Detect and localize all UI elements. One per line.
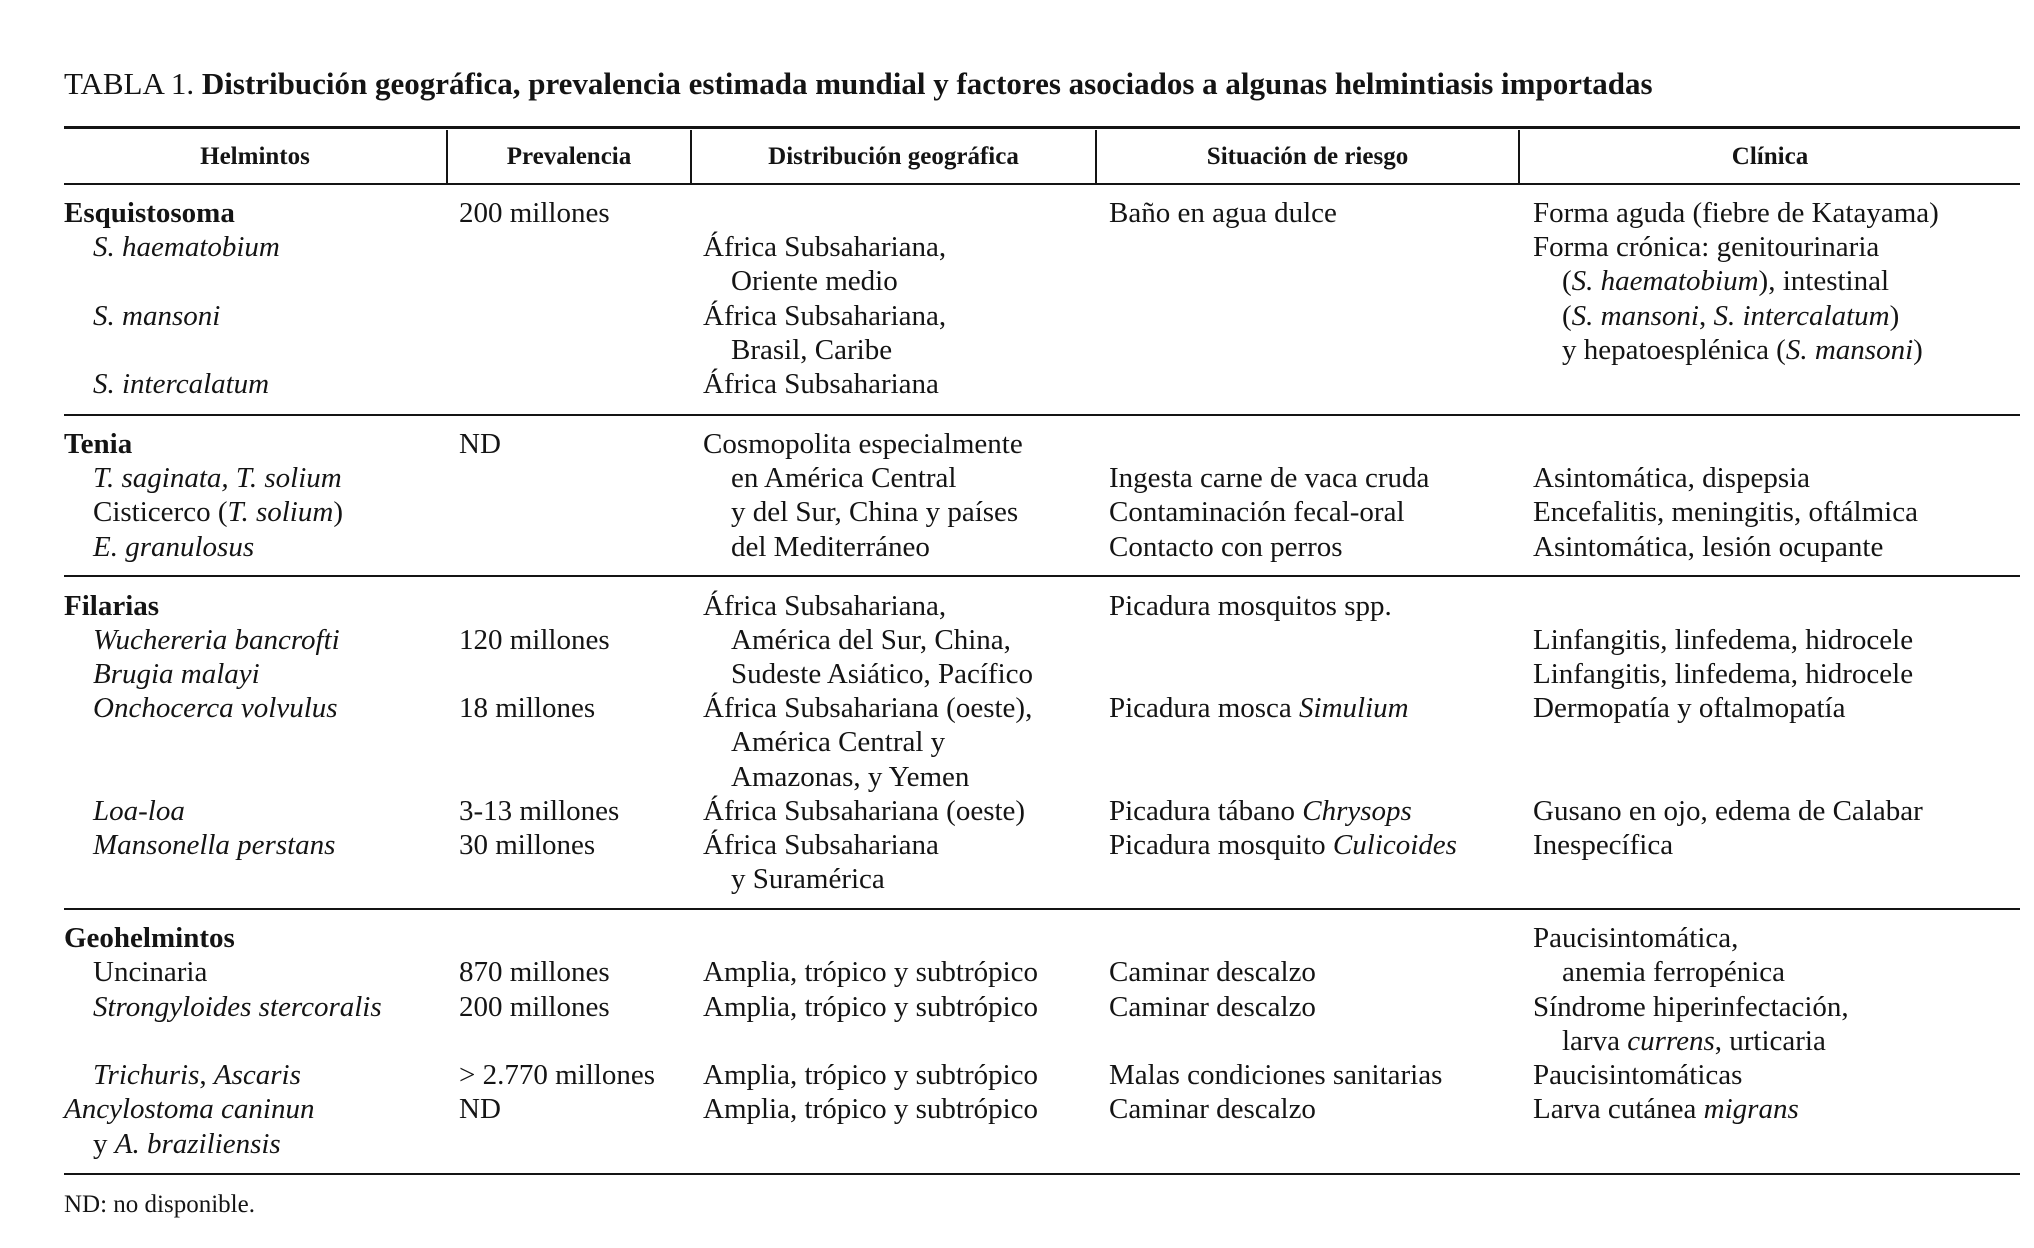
clin-uncinaria-1: Paucisintomática, — [1533, 922, 1739, 954]
row-divider-tenia — [64, 575, 2020, 577]
clin-esq-5c: ) — [1913, 334, 1923, 366]
species-wuchereria: Wuchereria bancrofti — [93, 624, 340, 656]
header-distribucion: Distribución geográfica — [768, 143, 1019, 170]
clin-strongyloides-2 — [1562, 1024, 1826, 1058]
table-title — [64, 66, 1653, 102]
clin-uncinaria-2: anemia ferropénica — [1562, 956, 1785, 988]
dist-filarias-2: América del Sur, China, — [731, 624, 1011, 656]
clin-onchocerca: Dermopatía y oftalmopatía — [1533, 692, 1846, 724]
clin-wuchereria: Linfangitis, linfedema, hidrocele — [1533, 624, 1914, 656]
row-divider-esquistosoma — [64, 414, 2020, 416]
row-divider-filarias — [64, 908, 2020, 910]
header-clinica: Clínica — [1731, 143, 1809, 170]
clin-loa: Gusano en ojo, edema de Calabar — [1533, 795, 1923, 827]
dist-onchocerca-1: África Subsahariana (oeste), — [703, 692, 1033, 724]
dist-tenia-1: Cosmopolita especialmente — [703, 428, 1023, 460]
riesgo-loa-b: Chrysops — [1302, 795, 1412, 827]
prev-loa: 3-13 millones — [459, 795, 620, 827]
header-prevalencia: Prevalencia — [506, 143, 632, 170]
clin-esq-4e: ) — [1889, 300, 1900, 332]
clin-esquistosoma-2: Forma crónica: genitourinaria — [1533, 231, 1880, 263]
clin-esquistosoma-5 — [1562, 333, 1923, 367]
dist-tenia-2: en América Central — [731, 462, 957, 494]
clin-esq-5b: S. mansoni — [1785, 334, 1914, 366]
dist-loa: África Subsahariana (oeste) — [703, 795, 1026, 827]
clin-tenia-2: Encefalitis, meningitis, oftálmica — [1533, 496, 1918, 528]
dist-filarias-1: África Subsahariana, — [703, 590, 947, 622]
prev-onchocerca: 18 millones — [459, 692, 596, 724]
species-brugia: Brugia malayi — [93, 658, 260, 690]
group-esquistosoma: Esquistosoma — [64, 197, 235, 229]
dist-intercalatum: África Subsahariana — [703, 368, 939, 400]
dist-tenia-4: del Mediterráneo — [731, 531, 930, 563]
prev-ancylostoma: ND — [459, 1093, 501, 1125]
dist-ancylostoma: Amplia, trópico y subtrópico — [703, 1093, 1039, 1125]
clin-esq-4d: S. intercalatum — [1713, 300, 1890, 332]
riesgo-trichuris: Malas condiciones sanitarias — [1109, 1059, 1443, 1091]
group-filarias: Filarias — [64, 590, 160, 622]
species-s-mansoni: S. mansoni — [93, 300, 221, 332]
prev-esquistosoma: 200 millones — [459, 197, 610, 229]
riesgo-mans-b: Culicoides — [1332, 829, 1457, 861]
trichuris-sep: , — [199, 1059, 214, 1091]
cisticerco-c: ) — [333, 496, 343, 528]
species-mansonella: Mansonella perstans — [93, 829, 336, 861]
clin-esquistosoma-3 — [1562, 264, 1889, 298]
clin-esq-4c: , — [1698, 300, 1714, 332]
prev-mansonella: 30 millones — [459, 829, 596, 861]
clin-strong-2c: , urticaria — [1714, 1025, 1826, 1057]
riesgo-loa — [1109, 794, 1412, 828]
dist-strongyloides: Amplia, trópico y subtrópico — [703, 991, 1039, 1023]
dist-tenia-3: y del Sur, China y países — [731, 496, 1019, 528]
clin-mansonella: Inespecífica — [1533, 829, 1674, 861]
riesgo-tenia-1: Ingesta carne de vaca cruda — [1109, 462, 1430, 494]
species-strongyloides: Strongyloides stercoralis — [93, 991, 382, 1023]
prev-tenia: ND — [459, 428, 501, 460]
group-tenia: Tenia — [64, 428, 133, 460]
dist-mansonella-2: y Suramérica — [731, 863, 885, 895]
riesgo-mans-a: Picadura mosquito — [1109, 829, 1333, 861]
riesgo-loa-a: Picadura tábano — [1109, 795, 1303, 827]
riesgo-tenia-2: Contaminación fecal-oral — [1109, 496, 1405, 528]
riesgo-onchocerca — [1109, 691, 1409, 725]
riesgo-filarias: Picadura mosquitos spp. — [1109, 590, 1392, 622]
dist-haematobium-2: Oriente medio — [731, 265, 898, 297]
dist-trichuris: Amplia, trópico y subtrópico — [703, 1059, 1039, 1091]
ascaris: Ascaris — [213, 1059, 301, 1091]
table-title-text: Distribución geográfica, prevalencia estimada mundial y factores asociados a algunas helmintiasis importadas — [201, 66, 1653, 101]
species-loa: Loa-loa — [93, 795, 185, 827]
species-cisticerco — [93, 495, 343, 529]
species-uncinaria: Uncinaria — [93, 956, 208, 988]
riesgo-ancylostoma: Caminar descalzo — [1109, 1093, 1316, 1125]
clin-esq-4b: S. mansoni — [1571, 300, 1699, 332]
clin-esq-3b: S. haematobium — [1571, 265, 1759, 297]
header-helmintos: Helmintos — [200, 143, 310, 170]
clin-esq-5a: y hepatoesplénica ( — [1562, 334, 1786, 366]
clin-esq-3a: ( — [1562, 265, 1572, 297]
species-ancylostoma-2 — [93, 1127, 281, 1161]
species-s-intercalatum: S. intercalatum — [93, 368, 270, 400]
table-footnote: ND: no disponible. — [64, 1191, 255, 1218]
clin-strong-2b: currens — [1627, 1025, 1715, 1057]
ancylostoma-2a: y — [93, 1128, 115, 1160]
clin-trichuris: Paucisintomáticas — [1533, 1059, 1743, 1091]
clin-ancyl-b: migrans — [1703, 1093, 1799, 1125]
table-title-prefix: TABLA 1. — [64, 66, 195, 101]
riesgo-tenia-3: Contacto con perros — [1109, 531, 1343, 563]
ancylostoma-2b: A. braziliensis — [114, 1128, 281, 1160]
cisticerco-b: T. solium — [227, 496, 334, 528]
dist-haematobium-1: África Subsahariana, — [703, 231, 947, 263]
clin-esq-3c: ), intestinal — [1758, 265, 1890, 297]
riesgo-esquistosoma: Baño en agua dulce — [1109, 197, 1337, 229]
riesgo-uncinaria: Caminar descalzo — [1109, 956, 1316, 988]
species-onchocerca: Onchocerca volvulus — [93, 692, 338, 724]
clin-esquistosoma-4 — [1562, 299, 1899, 333]
species-trichuris-ascaris — [93, 1058, 301, 1092]
riesgo-mansonella — [1109, 828, 1457, 862]
dist-onchocerca-2: América Central y — [731, 726, 946, 758]
cisticerco-a: Cisticerco ( — [93, 496, 228, 528]
clin-strong-2a: larva — [1562, 1025, 1628, 1057]
trichuris: Trichuris — [93, 1059, 200, 1091]
table-top-rule — [64, 126, 2020, 129]
riesgo-onch-b: Simulium — [1299, 692, 1409, 724]
clin-ancylostoma — [1533, 1092, 1799, 1126]
clin-tenia-3: Asintomática, lesión ocupante — [1533, 531, 1884, 563]
riesgo-strongyloides: Caminar descalzo — [1109, 991, 1316, 1023]
clin-ancyl-a: Larva cutánea — [1533, 1093, 1704, 1125]
clin-brugia: Linfangitis, linfedema, hidrocele — [1533, 658, 1914, 690]
riesgo-onch-a: Picadura mosca — [1109, 692, 1300, 724]
clin-tenia-1: Asintomática, dispepsia — [1533, 462, 1811, 494]
clin-strongyloides-1: Síndrome hiperinfectación, — [1533, 991, 1849, 1023]
dist-filarias-3: Sudeste Asiático, Pacífico — [731, 658, 1034, 690]
prev-uncinaria: 870 millones — [459, 956, 610, 988]
species-e-granulosus: E. granulosus — [93, 531, 255, 563]
clin-esq-4a: ( — [1562, 300, 1572, 332]
table-bottom-rule — [64, 1173, 2020, 1175]
dist-mansoni-1: África Subsahariana, — [703, 300, 947, 332]
dist-onchocerca-3: Amazonas, y Yemen — [731, 761, 970, 793]
header-riesgo: Situación de riesgo — [1206, 143, 1409, 170]
prev-wuchereria: 120 millones — [459, 624, 610, 656]
clin-esquistosoma-1: Forma aguda (fiebre de Katayama) — [1533, 197, 1939, 229]
prev-trichuris: > 2.770 millones — [459, 1059, 655, 1091]
group-geohelmintos: Geohelmintos — [64, 922, 235, 954]
dist-uncinaria: Amplia, trópico y subtrópico — [703, 956, 1039, 988]
prev-strongyloides: 200 millones — [459, 991, 610, 1023]
dist-mansoni-2: Brasil, Caribe — [731, 334, 893, 366]
species-t-saginata: T. saginata, T. solium — [93, 462, 342, 494]
dist-mansonella-1: África Subsahariana — [703, 829, 939, 861]
species-ancylostoma-1: Ancylostoma caninun — [64, 1093, 315, 1125]
species-s-haematobium: S. haematobium — [93, 231, 280, 263]
